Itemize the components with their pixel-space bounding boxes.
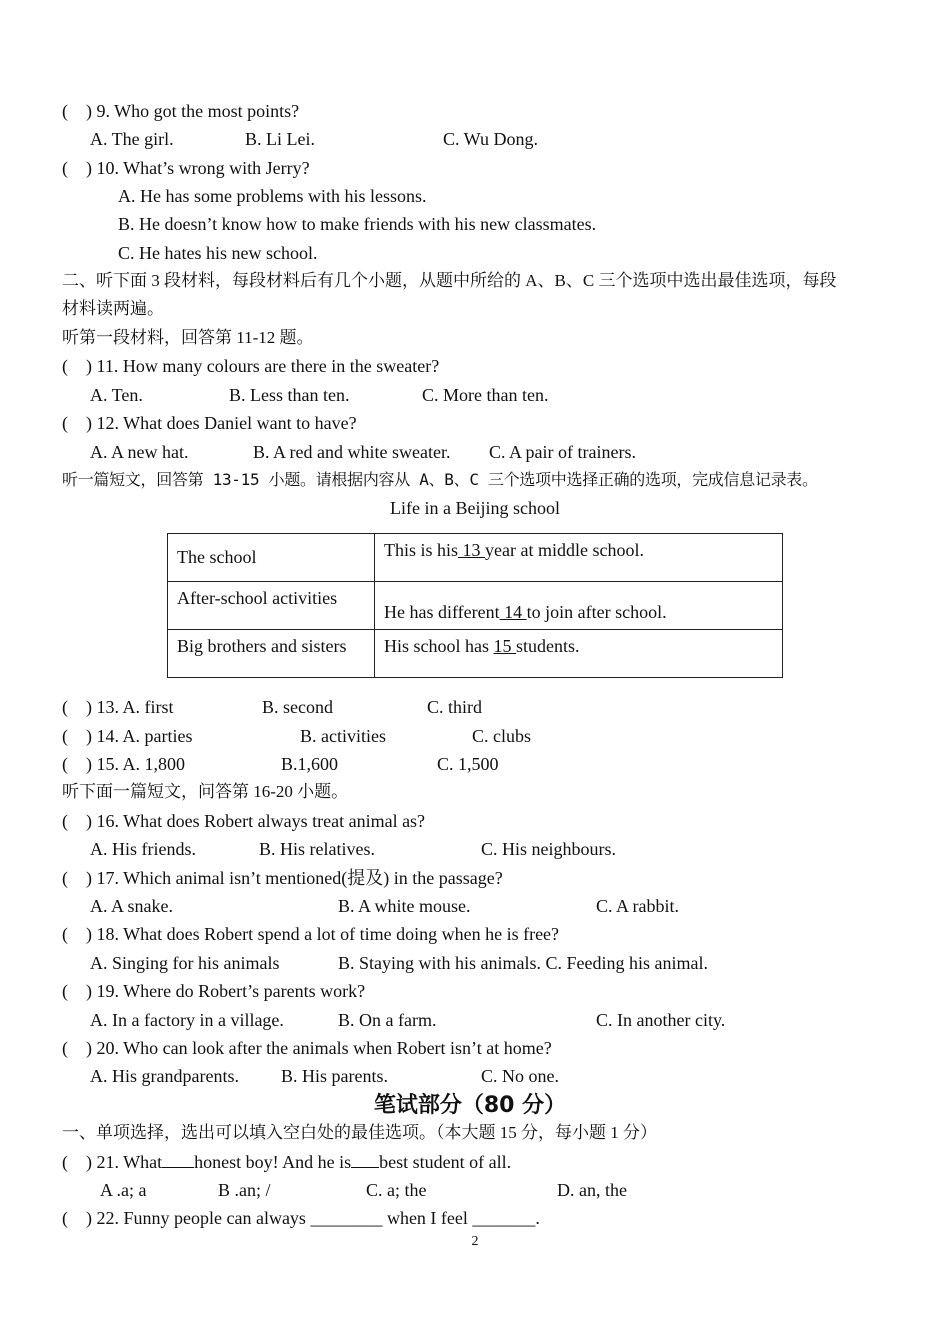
q18-option-a: A. Singing for his animals [90, 953, 280, 973]
question-13: ( ) 13. A. first [62, 697, 174, 717]
written-section-title: 笔试部分（80 分） [373, 1093, 567, 1118]
q20-option-c: C. No one. [481, 1066, 559, 1086]
row-text: students. [516, 636, 580, 656]
table-row [168, 582, 783, 630]
q21-option-d: D. an, the [557, 1180, 627, 1200]
blank-15: 15 [493, 636, 516, 656]
part2-instructions-line1: 二、听下面 3 段材料，每段材料后有几个小题，从题中所给的 A、B、C 三个选项中选出最佳选项，每段 [62, 271, 837, 290]
q10-option-c: C. He hates his new school. [118, 243, 318, 263]
q21-option-b: B .an; / [218, 1180, 271, 1200]
q10-option-b: B. He doesn’t know how to make friends with his new classmates. [118, 214, 597, 234]
q11-option-a: A. Ten. [90, 385, 143, 405]
q16-option-c: C. His neighbours. [481, 839, 616, 859]
row-text: year at middle school. [485, 540, 644, 560]
q13-option-b: B. second [262, 697, 333, 717]
passage1-instructions: 听第一段材料，回答第 11-12 题。 [62, 328, 314, 347]
table-row-label: Big brothers and sisters [168, 630, 375, 678]
table-title: Life in a Beijing school [390, 498, 560, 518]
question-14: ( ) 14. A. parties [62, 726, 193, 746]
q14-option-b: B. activities [300, 726, 386, 746]
blank-14: 14 [499, 602, 527, 622]
row-text: He has different [384, 602, 500, 622]
q14-option-c: C. clubs [472, 726, 532, 746]
q9-option-c: C. Wu Dong. [443, 129, 538, 149]
question-19: ( ) 19. Where do Robert’s parents work? [62, 981, 366, 1001]
q9-option-a: A. The girl. [90, 129, 174, 149]
info-record-table [167, 533, 783, 678]
passage3-instructions: 听下面一篇短文，问答第 16-20 小题。 [62, 782, 349, 801]
question-15: ( ) 15. A. 1,800 [62, 754, 185, 774]
q17-option-a: A. A snake. [90, 896, 173, 916]
question-22: ( ) 22. Funny people can always ________ when I feel _______. [62, 1208, 540, 1228]
question-16: ( ) 16. What does Robert always treat animal as? [62, 811, 426, 831]
row-text: to join after school. [526, 602, 667, 622]
q16-option-b: B. His relatives. [259, 839, 375, 859]
table-row-label: The school [168, 534, 375, 582]
row-text: His school has [384, 636, 494, 656]
q9-option-b: B. Li Lei. [245, 129, 315, 149]
q15-option-c: C. 1,500 [437, 754, 499, 774]
q20-option-b: B. His parents. [281, 1066, 388, 1086]
q21-text: ( ) 21. What [62, 1152, 163, 1172]
table-row-label: After-school activities [168, 582, 375, 630]
question-20: ( ) 20. Who can look after the animals when Robert isn’t at home? [62, 1038, 552, 1058]
q21-text: best student of all. [379, 1152, 512, 1172]
part2-instructions-line2: 材料读两遍。 [62, 299, 164, 318]
q15-option-b: B.1,600 [281, 754, 339, 774]
question-12: ( ) 12. What does Daniel want to have? [62, 413, 357, 433]
question-18: ( ) 18. What does Robert spend a lot of time doing when he is free? [62, 924, 560, 944]
q18-option-bc: B. Staying with his animals. C. Feeding his animal. [338, 953, 708, 973]
q20-option-a: A. His grandparents. [90, 1066, 239, 1086]
q12-option-a: A. A new hat. [90, 442, 189, 462]
q17-option-b: B. A white mouse. [338, 896, 471, 916]
table-row [168, 630, 783, 678]
row-text: This is his [384, 540, 459, 560]
answer-blank [351, 1150, 379, 1168]
question-21 [62, 1150, 511, 1173]
question-17: ( ) 17. Which animal isn’t mentioned(提及) in the passage? [62, 868, 503, 888]
q16-option-a: A. His friends. [90, 839, 196, 859]
q19-option-a: A. In a factory in a village. [90, 1010, 284, 1030]
table-row [168, 534, 783, 582]
q21-text: honest boy! And he is [194, 1152, 352, 1172]
question-10: ( ) 10. What’s wrong with Jerry? [62, 158, 310, 178]
q21-option-a: A .a; a [100, 1180, 147, 1200]
table-row-value [375, 630, 783, 678]
page-number: 2 [471, 1234, 479, 1249]
question-9: ( ) 9. Who got the most points? [62, 101, 300, 121]
q21-option-c: C. a; the [366, 1180, 427, 1200]
table-row-value [375, 582, 783, 630]
written-part1-instructions: 一、单项选择，选出可以填入空白处的最佳选项。（本大题 15 分，每小题 1 分） [62, 1123, 657, 1142]
q12-option-c: C. A pair of trainers. [489, 442, 636, 462]
q13-option-c: C. third [427, 697, 483, 717]
passage2-instructions: 听一篇短文，回答第 13-15 小题。请根据内容从 A、B、C 三个选项中选择正确的选项，完成信息记录表。 [62, 470, 818, 489]
q17-option-c: C. A rabbit. [596, 896, 680, 916]
table-row-value [375, 534, 783, 582]
question-11: ( ) 11. How many colours are there in the sweater? [62, 356, 440, 376]
q19-option-c: C. In another city. [596, 1010, 726, 1030]
q10-option-a: A. He has some problems with his lessons. [118, 186, 427, 206]
q19-option-b: B. On a farm. [338, 1010, 437, 1030]
answer-blank [162, 1150, 194, 1168]
q12-option-b: B. A red and white sweater. [253, 442, 451, 462]
blank-13: 13 [458, 540, 486, 560]
q11-option-c: C. More than ten. [422, 385, 549, 405]
q11-option-b: B. Less than ten. [229, 385, 350, 405]
